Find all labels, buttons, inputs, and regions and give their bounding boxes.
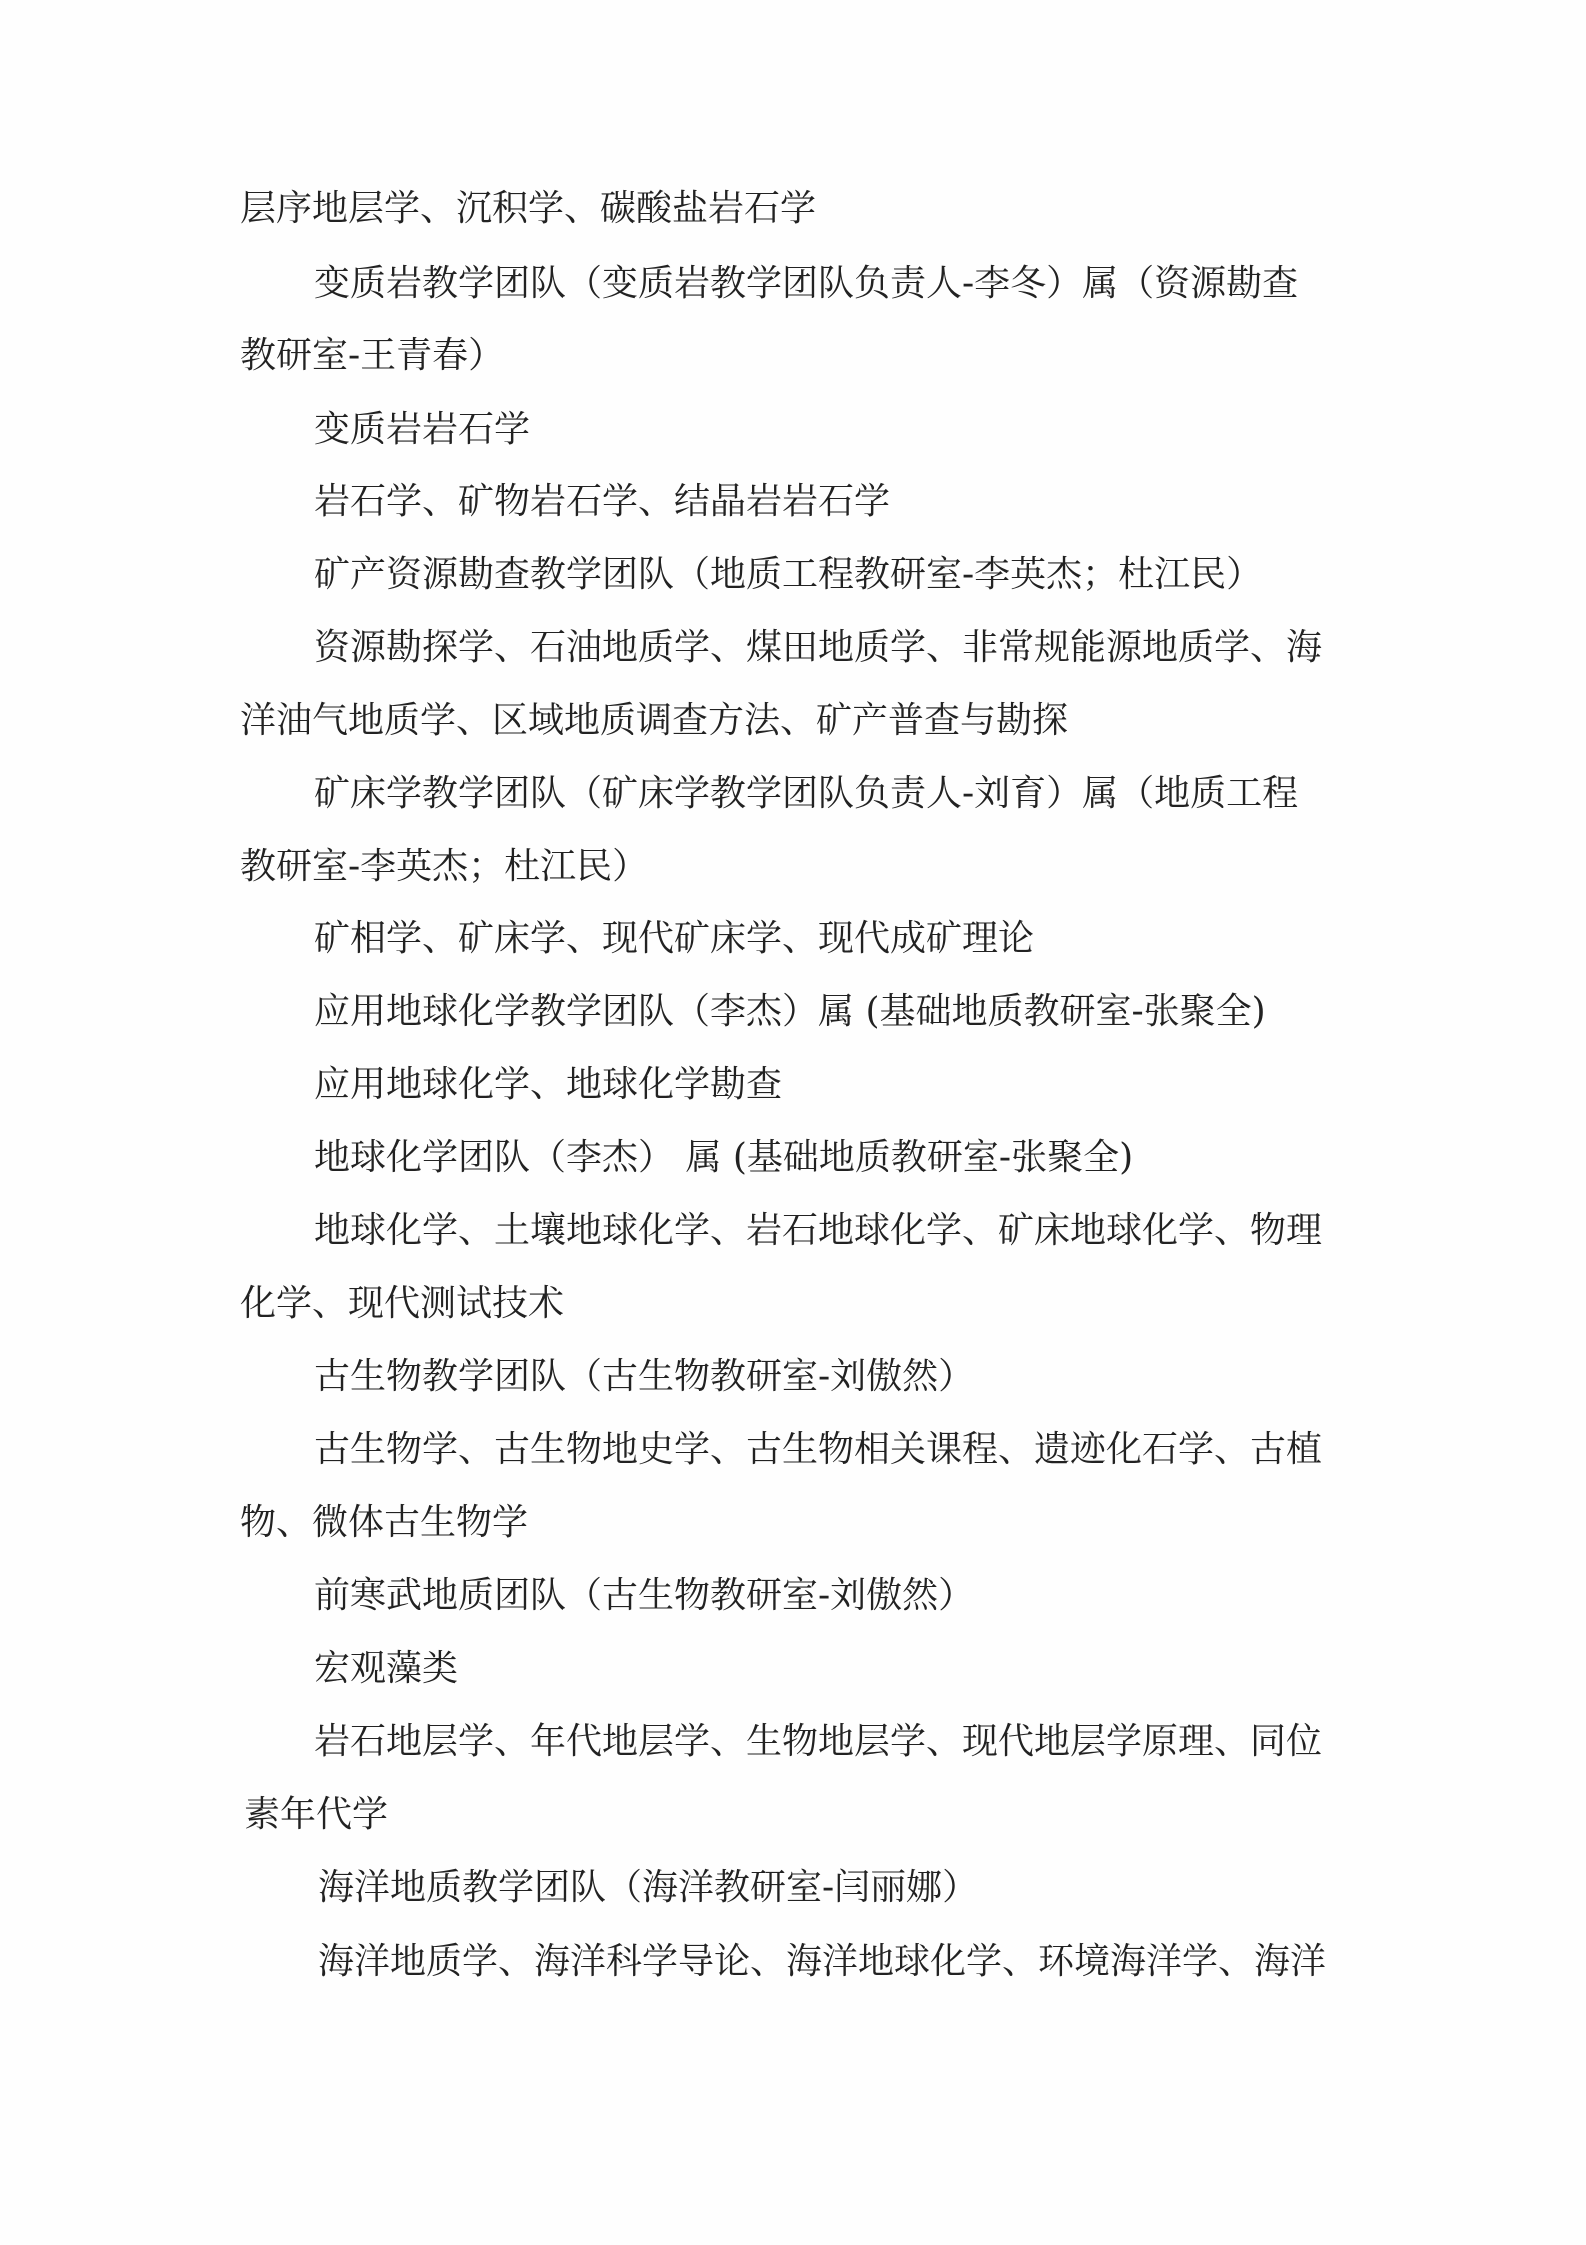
text-line: 洋油气地质学、区域地质调查方法、矿产普查与勘探 bbox=[240, 700, 1069, 741]
course-line: 地球化学、土壤地球化学、岩石地球化学、矿床地球化学、物理 bbox=[314, 1210, 1323, 1251]
text-line: 素年代学 bbox=[244, 1794, 389, 1835]
course-line: 变质岩岩石学 bbox=[314, 409, 531, 450]
team-heading: 变质岩教学团队（变质岩教学团队负责人-李冬）属（资源勘查 bbox=[314, 263, 1299, 304]
text-line: 教研室-李英杰；杜江民） bbox=[240, 846, 649, 887]
course-line: 应用地球化学、地球化学勘查 bbox=[314, 1064, 783, 1105]
text-line: 层序地层学、沉积学、碳酸盐岩石学 bbox=[240, 188, 817, 229]
course-line: 岩石地层学、年代地层学、生物地层学、现代地层学原理、同位 bbox=[314, 1721, 1323, 1762]
team-heading: 应用地球化学教学团队（李杰）属 (基础地质教研室-张聚全) bbox=[314, 991, 1266, 1032]
course-line: 矿相学、矿床学、现代矿床学、现代成矿理论 bbox=[314, 918, 1035, 959]
text-line: 物、微体古生物学 bbox=[240, 1502, 529, 1543]
team-heading: 矿床学教学团队（矿床学教学团队负责人-刘育）属（地质工程 bbox=[314, 773, 1299, 814]
course-line: 资源勘探学、石油地质学、煤田地质学、非常规能源地质学、海 bbox=[314, 627, 1323, 668]
course-line: 海洋地质学、海洋科学导论、海洋地球化学、环境海洋学、海洋 bbox=[318, 1941, 1327, 1982]
team-heading: 海洋地质教学团队（海洋教研室-闫丽娜） bbox=[318, 1867, 979, 1908]
text-line: 教研室-王青春） bbox=[240, 335, 505, 376]
team-heading: 地球化学团队（李杰） 属 (基础地质教研室-张聚全) bbox=[314, 1137, 1134, 1178]
team-heading: 古生物教学团队（古生物教研室-刘傲然） bbox=[314, 1356, 975, 1397]
team-heading: 前寒武地质团队（古生物教研室-刘傲然） bbox=[314, 1575, 975, 1616]
team-heading: 矿产资源勘查教学团队（地质工程教研室-李英杰；杜江民） bbox=[314, 554, 1263, 595]
course-line: 岩石学、矿物岩石学、结晶岩岩石学 bbox=[314, 481, 891, 522]
course-line: 古生物学、古生物地史学、古生物相关课程、遗迹化石学、古植 bbox=[314, 1429, 1323, 1470]
course-line: 宏观藻类 bbox=[314, 1648, 459, 1689]
text-line: 化学、现代测试技术 bbox=[240, 1283, 565, 1324]
